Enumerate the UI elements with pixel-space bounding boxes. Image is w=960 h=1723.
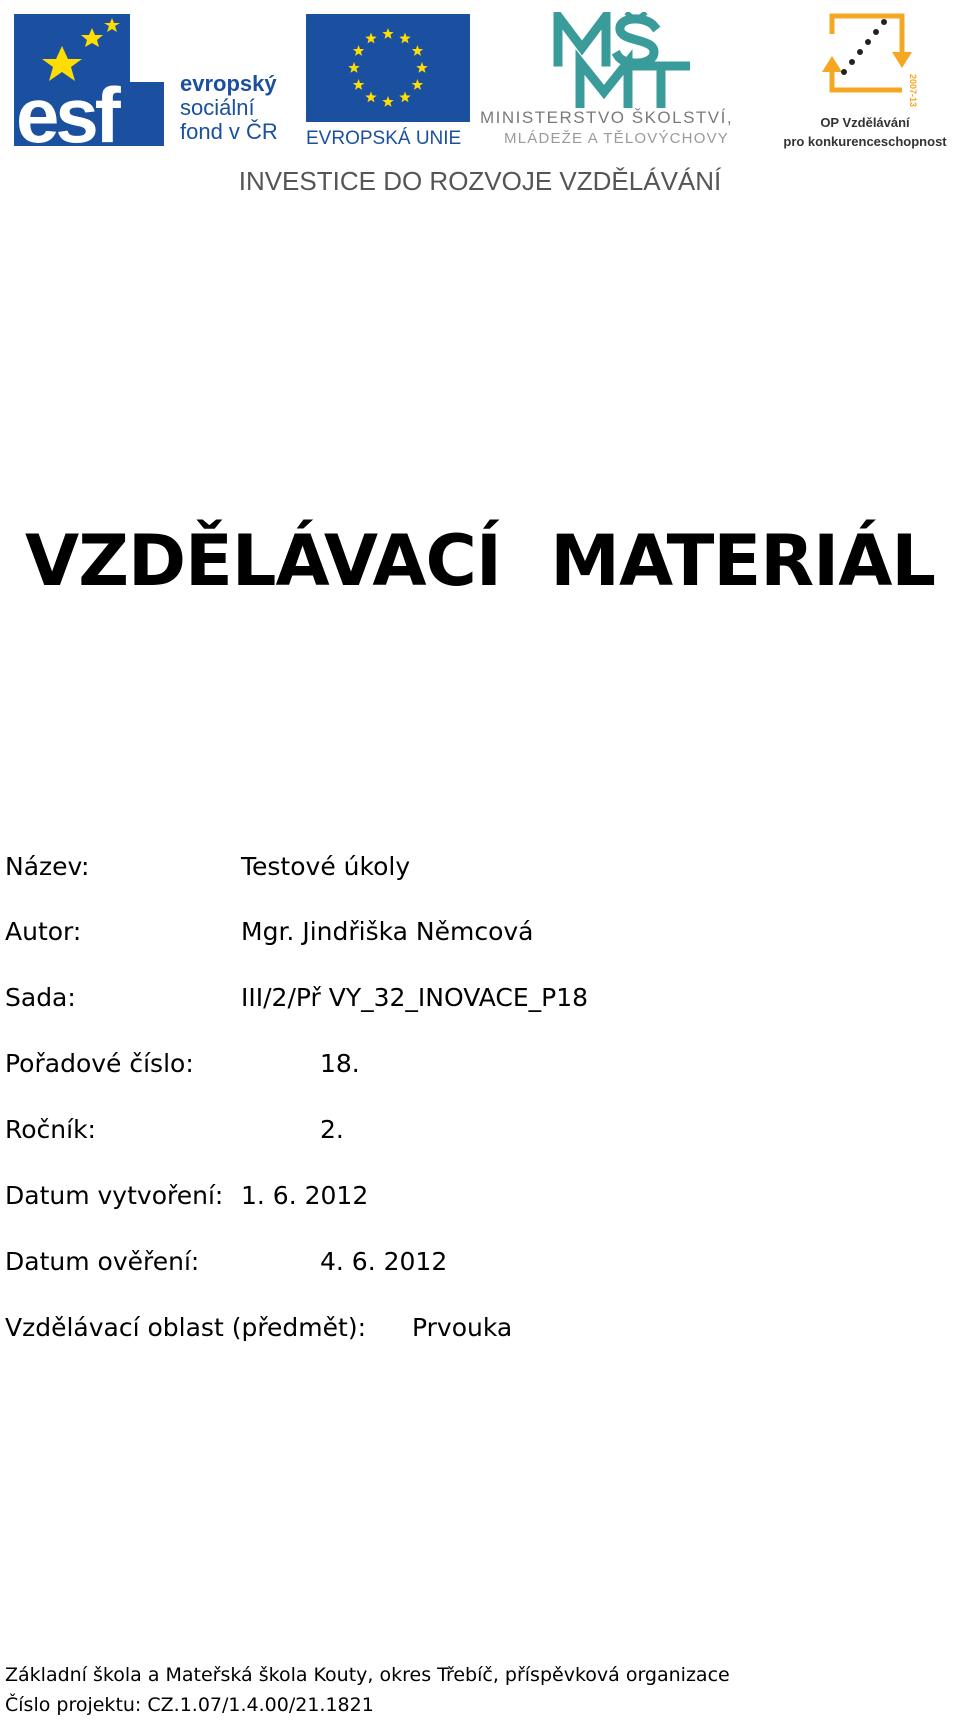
esf-line2: sociální bbox=[180, 95, 255, 120]
eu-flag-icon bbox=[306, 14, 470, 122]
op-logo bbox=[772, 12, 958, 152]
esf-line1: evropský bbox=[180, 71, 277, 96]
field-datum-vytvoreni-label: Datum vytvoření: bbox=[5, 1181, 224, 1210]
field-sada-label: Sada: bbox=[5, 983, 76, 1012]
field-autor-value: Mgr. Jindřiška Němcová bbox=[241, 917, 534, 946]
esf-logo bbox=[14, 14, 294, 149]
field-datum-overeni-value: 4. 6. 2012 bbox=[320, 1247, 448, 1276]
main-title: VZDĚLÁVACÍ MATERIÁL bbox=[25, 520, 935, 602]
field-oblast-value: Prvouka bbox=[412, 1313, 513, 1342]
field-rocnik-value: 2. bbox=[320, 1115, 344, 1144]
esf-text bbox=[180, 72, 278, 144]
field-vzdelavaci-oblast bbox=[5, 1313, 513, 1342]
msmt-logo bbox=[480, 12, 762, 152]
field-sada bbox=[5, 983, 589, 1012]
field-poradove-value: 18. bbox=[320, 1049, 360, 1078]
eu-caption: EVROPSKÁ UNIE bbox=[306, 128, 462, 149]
msmt-line1: MINISTERSTVO ŠKOLSTVÍ, bbox=[480, 108, 734, 127]
eu-logo bbox=[306, 14, 472, 149]
field-autor bbox=[5, 917, 534, 946]
field-rocnik bbox=[5, 1115, 344, 1144]
field-poradove-label: Pořadové číslo: bbox=[5, 1049, 194, 1078]
footer-project: Číslo projektu: CZ.1.07/1.4.00/21.1821 bbox=[5, 1694, 374, 1716]
field-sada-value: III/2/Př VY_32_INOVACE_P18 bbox=[241, 983, 589, 1012]
field-rocnik-label: Ročník: bbox=[5, 1115, 96, 1144]
field-datum-vytvoreni-value: 1. 6. 2012 bbox=[241, 1181, 369, 1210]
op-line2: pro konkurenceschopnost bbox=[783, 134, 947, 149]
msmt-line2: MLÁDEŽE A TĚLOVÝCHOVY bbox=[504, 130, 729, 147]
field-datum-overeni bbox=[5, 1247, 448, 1276]
msmt-mark-icon bbox=[550, 12, 690, 108]
esf-line3: fond v ČR bbox=[180, 119, 278, 144]
field-oblast-label: Vzdělávací oblast (předmět): bbox=[5, 1313, 367, 1342]
field-nazev bbox=[5, 852, 411, 881]
field-datum-overeni-label: Datum ověření: bbox=[5, 1247, 200, 1276]
field-nazev-label: Název: bbox=[5, 852, 90, 881]
svg-text:esf: esf bbox=[16, 71, 117, 146]
logo-bar bbox=[0, 0, 960, 150]
op-years: 2007-13 bbox=[908, 74, 918, 108]
field-autor-label: Autor: bbox=[5, 917, 82, 946]
esf-letters-logo bbox=[14, 14, 164, 146]
investice-header: INVESTICE DO ROZVOJE VZDĚLÁVÁNÍ bbox=[238, 166, 722, 196]
field-datum-vytvoreni bbox=[5, 1181, 369, 1210]
footer-school: Základní škola a Mateřská škola Kouty, okres Třebíč, příspěvková organizace bbox=[5, 1664, 730, 1686]
field-poradove-cislo bbox=[5, 1049, 360, 1078]
op-mark-icon bbox=[812, 12, 918, 112]
field-nazev-value: Testové úkoly bbox=[241, 852, 411, 881]
op-line1: OP Vzdělávání bbox=[820, 115, 910, 130]
